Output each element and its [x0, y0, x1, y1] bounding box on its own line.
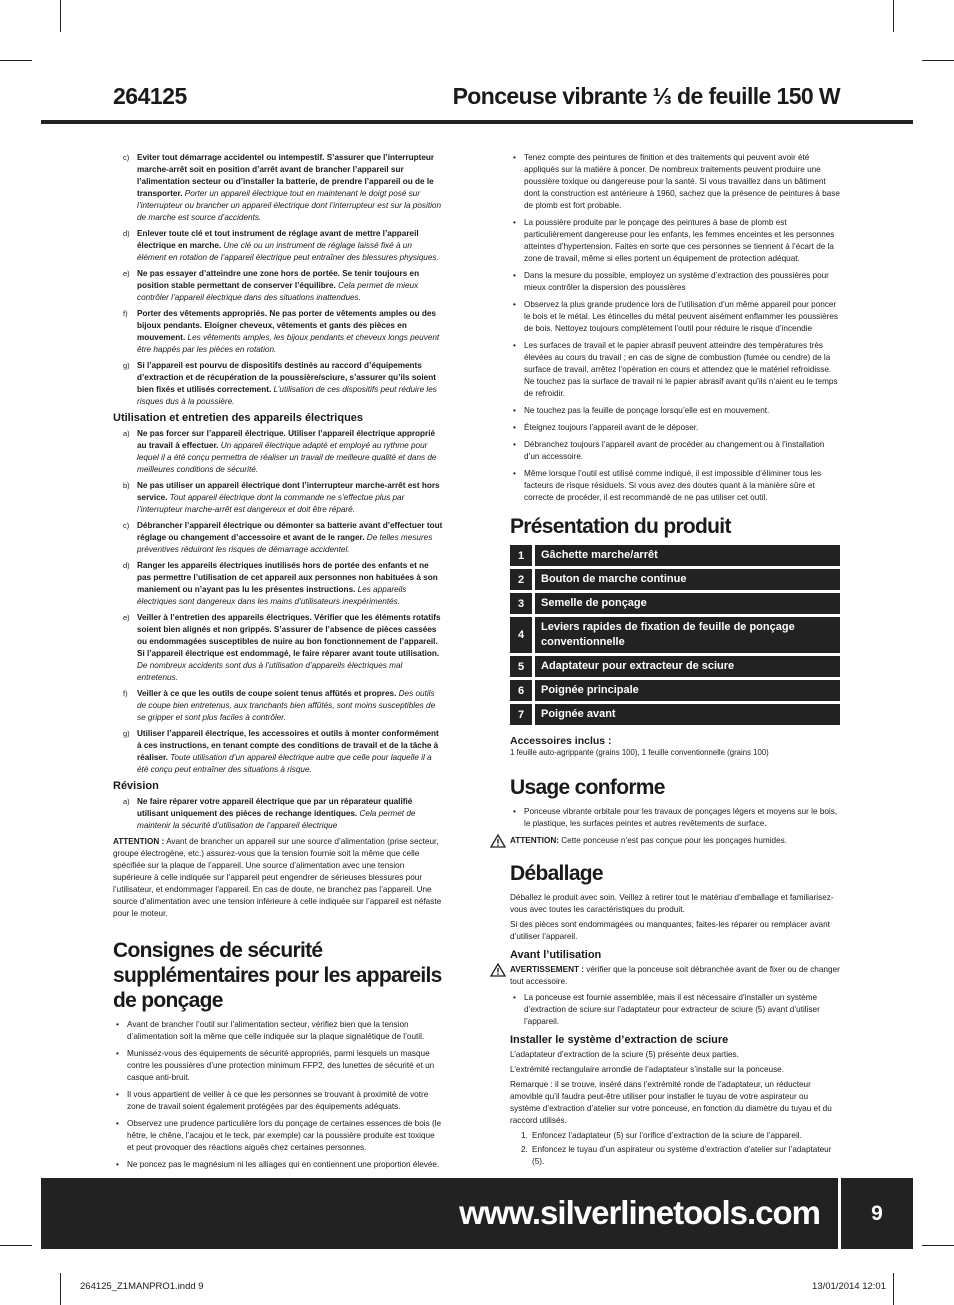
usage-attention-text: Cette ponceuse n’est pas conçue pour les ponçages humides.	[558, 836, 787, 845]
install-para-3: Remarque : il se trouve, inséré dans l’extrémité ronde de l’adaptateur, un réducteur amovible qu’il faudra peut-être utiliser pour installer le tuyau de votre aspirateur ou système d’extraction d’atelier sur votre ponceuse, en fonction du diamètre du tuyau et du raccord utilisés.	[510, 1080, 832, 1125]
deballage-para-1: Déballez le produit avec soin. Veillez à retirer tout le matériau d’emballage et familiarisez-vous avec toutes les caractéristiques du produit.	[510, 893, 834, 914]
page-number: 9	[838, 1178, 913, 1249]
install-steps	[510, 1130, 840, 1168]
bullet-dot: •	[513, 993, 516, 1002]
bullet-text: Munissez-vous des équipements de sécurité appropriés, parmi lesquels un masque contre les poussières d’une protection minimum FFP2, des lunettes de sécurité et un casque anti-bruit.	[127, 1049, 435, 1082]
heading-usage: Usage conforme	[510, 776, 665, 799]
usage-bullet	[510, 806, 840, 830]
page-title: Ponceuse vibrante ⅓ de feuille 150 W	[452, 83, 840, 109]
left-column	[113, 152, 443, 1176]
part-label: Bouton de marche continue	[535, 569, 840, 590]
website-url[interactable]: www.silverlinetools.com	[459, 1194, 820, 1231]
parts-row	[510, 569, 840, 590]
bullet-dot: •	[116, 1049, 119, 1058]
before-use-bullet-text: La ponceuse est fournie assemblée, mais il est nécessaire d’installer un système d’extraction de sciure sur l’adaptateur pour extracteur de sciure (5) avant d’utiliser l’appareil.	[524, 993, 820, 1026]
item-italic-text: Porter un appareil électrique tout en maintenant le doigt posé sur l’interrupteur ou brancher un appareil électrique dont l’interrupteur est sur la position de marche est source d’accidents.	[137, 189, 442, 222]
item-italic-text: Cela permet de mieux contrôler l’appareil électrique dans des situations inattendues.	[137, 281, 419, 302]
bullet-dot: •	[116, 1160, 119, 1169]
bullet-dot: •	[116, 1090, 119, 1099]
safety-item	[113, 480, 443, 516]
bullet-dot: •	[116, 1119, 119, 1128]
bullet-text: Débranchez toujours l’appareil avant de procéder au changement ou à l’installation d’un accessoire.	[524, 440, 825, 461]
safety-item	[113, 268, 443, 304]
item-bold-text: Ne pas forcer sur l’appareil électrique. Utiliser l’appareil électrique approprié au travail à effectuer.	[137, 429, 436, 450]
before-use-title: Avant l’utilisation	[510, 949, 602, 961]
bullet-dot: •	[513, 440, 516, 449]
use-items-list	[113, 428, 443, 776]
item-label: b)	[123, 481, 130, 490]
bullet-text: Tenez compte des peintures de finition et des traitements qui peuvent avoir été appliqués sur la matière à poncer. De nombreux traitements peuvent produire une poussière toxique ou dangereuse pour la santé. Si vous travaillez dans un bâtiment dont la construction est antérieure à 1960, sachez que la présence de peintures à base de plomb est fort probable.	[524, 153, 840, 210]
crop-mark	[60, 0, 61, 32]
warning-text: vérifier que la ponceuse soit débranchée avant de fixer ou de changer tout accessoire.	[510, 965, 840, 986]
safety-item	[113, 152, 443, 224]
safety-item	[113, 560, 443, 608]
parts-row	[510, 617, 840, 653]
item-label: d)	[123, 561, 130, 570]
subheading-use: Utilisation et entretien des appareils électriques	[113, 412, 364, 424]
part-label: Poignée avant	[535, 704, 840, 725]
bullet-dot: •	[513, 469, 516, 478]
footer-bar	[41, 1178, 913, 1249]
crop-mark	[0, 1245, 32, 1246]
heading-deballage: Déballage	[510, 862, 603, 885]
bullet-text: Les surfaces de travail et le papier abrasif peuvent atteindre des températures très élevées au cours du travail ; en cas de signe de combustion (fumée ou cendre) de la surface de travail, arrêtez l’opération en cours et attendez que le matériel refroidisse. Ne touchez pas la surface de travail ni le papier abrasif avant qu’ils n’aient eu le temps de refroidir.	[524, 341, 838, 398]
bullet-item	[510, 439, 840, 463]
item-bold-text: Ne faire réparer votre appareil électrique que par un réparateur qualifié utilisant uniquement des pièces de rechange identiques.	[137, 797, 413, 818]
item-label: d)	[123, 229, 130, 238]
crop-mark	[922, 1245, 954, 1246]
crop-mark	[922, 60, 954, 61]
item-bold-text: Débrancher l’appareil électrique ou démonter sa batterie avant d’effectuer tout réglage ou changement d’accessoire et avant de le ranger.	[137, 521, 443, 542]
part-number: 7	[510, 704, 532, 725]
item-bold-text: Veiller à l’entretien des appareils électriques. Vérifier que les éléments rotatifs soient bien alignés et non grippés. S’assurer de l’absence de pièces cassées ou endommagées susceptibles de nuire au bon fonctionnement de l’appareil. Si l’appareil électrique est endommagé, le faire réparer avant toute utilisation.	[137, 613, 441, 658]
item-label: g)	[123, 361, 130, 370]
step-number: 1.	[521, 1131, 528, 1140]
bullet-dot: •	[513, 807, 516, 816]
bullet-item	[510, 217, 840, 265]
parts-row	[510, 593, 840, 614]
item-label: c)	[123, 153, 130, 162]
parts-row	[510, 656, 840, 677]
right-column	[510, 152, 840, 1170]
safety-item	[113, 428, 443, 476]
crop-mark	[893, 1273, 894, 1305]
part-label: Semelle de ponçage	[535, 593, 840, 614]
bullet-item	[113, 1159, 443, 1171]
bullet-dot: •	[513, 300, 516, 309]
slug-date: 13/01/2014 12:01	[812, 1281, 886, 1292]
item-bold-text: Ranger les appareils électriques inutilisés hors de portée des enfants et ne pas permettre l’utilisation de cet appareil aux personnes non habituées à son maniement ou n’ayant pas lu les présentes instructions.	[137, 561, 438, 594]
item-italic-text: L’utilisation de ces dispositifs peut réduire les risques dus à la poussière.	[137, 385, 437, 406]
item-italic-text: Un appareil électrique adapté et employé au rythme pour lequel il a été conçu permettra de réaliser un travail de meilleure qualité et dans de meilleures conditions de sécurité.	[137, 441, 437, 474]
safety-item	[113, 520, 443, 556]
item-bold-text: Ne pas essayer d’atteindre une zone hors de portée. Se tenir toujours en position stable permettant de conserver l’équilibre.	[137, 269, 420, 290]
step-text: Enfoncez l’adaptateur (5) sur l’orifice d’extraction de la sciure de l’appareil.	[532, 1131, 802, 1140]
attention-paragraph	[113, 836, 443, 920]
bullet-dot: •	[513, 153, 516, 162]
bullet-text: Ne touchez pas la feuille de ponçage lorsqu’elle est en mouvement.	[524, 406, 770, 415]
item-bold-text: Utiliser l’appareil électrique, les accessoires et outils à monter conformément à ces instructions, en tenant compte des conditions de travail et de la tâche à réaliser.	[137, 729, 439, 762]
bullet-item	[510, 340, 840, 400]
part-label: Gâchette marche/arrêt	[535, 545, 840, 566]
parts-table	[510, 545, 840, 725]
bullet-item	[510, 468, 840, 504]
bullet-text: Même lorsque l’outil est utilisé comme indiqué, il est impossible d’éliminer tous les facteurs de risque résiduels. Si vous avez des doutes quant à la manière sûre et correcte de procéder, il est recommandé de ne pas utiliser cet outil.	[524, 469, 822, 502]
item-bold-text: Ne pas utiliser un appareil électrique dont l’interrupteur marche-arrêt est hors service.	[137, 481, 440, 502]
item-label: a)	[123, 797, 130, 806]
bullet-text: Observez une prudence particulière lors du ponçage de certaines essences de bois (le hêtre, le chêne, l’acajou et le teck, par exemple) car la poussière produite est toxique et peut provoquer des réactions aiguës chez certaines personnes.	[127, 1119, 442, 1152]
warning-triangle-icon	[490, 963, 506, 977]
bullet-text: Observez la plus grande prudence lors de l’utilisation d’un même appareil pour poncer le bois et le métal. Les étincelles du métal peuvent aisément enflammer les poussières de bois. Nettoyez toujours complètement l’outil pour réduire le risque d’incendie	[524, 300, 839, 333]
item-label: e)	[123, 269, 130, 278]
bullet-dot: •	[116, 1020, 119, 1029]
bullet-dot: •	[513, 218, 516, 227]
bullet-item	[510, 422, 840, 434]
item-italic-text: Toute utilisation d’un appareil électrique autre que celle pour laquelle il a été conçu peut entraîner des situations à risque.	[137, 753, 432, 774]
bullet-item	[113, 1089, 443, 1113]
attention-text: Avant de brancher un appareil sur une source d’alimentation (prise secteur, groupe électrogène, etc.) assurez-vous que la tension fournie soit la même que celle spécifiée sur la plaque de l’appareil. Une source d’alimentation avec une tension supérieure à celle indiquée sur l’appareil peut engendrer de sérieuses blessures pour l’utilisateur, et endommager l’appareil. En cas de doute, ne branchez pas l’appareil. Une source d’alimentation avec une tension inférieure à celle indiquée sur l’appareil est néfaste pour le moteur.	[113, 837, 442, 918]
subheading-revision: Révision	[113, 780, 159, 792]
item-italic-text: De nombreux accidents sont dus à l’utilisation d’appareils électriques mal entretenus.	[137, 661, 403, 682]
attention-label: ATTENTION :	[113, 837, 165, 846]
part-number: 3	[510, 593, 532, 614]
item-label: e)	[123, 613, 130, 622]
item-italic-text: Les appareils électriques sont dangereux dans les mains d’utilisateurs inexpérimentés.	[137, 585, 407, 606]
bullet-item	[510, 152, 840, 212]
part-number: 5	[510, 656, 532, 677]
bullet-item	[113, 1048, 443, 1084]
bullet-text: Avant de brancher l’outil sur l’alimentation secteur, vérifiez bien que la tension d’alimentation soit la même que celle indiquée sur la plaque signalétique de l’outil.	[127, 1020, 425, 1041]
bullet-item	[113, 1118, 443, 1154]
warning-label: AVERTISSEMENT :	[510, 965, 584, 974]
sanding-safety-bullets	[113, 1019, 443, 1171]
part-number: 6	[510, 680, 532, 701]
safety-item	[113, 308, 443, 356]
bullet-item	[510, 405, 840, 417]
bullet-text: Dans la mesure du possible, employez un système d’extraction des poussières pour mieux contrôler la dispersion des poussières	[524, 271, 829, 292]
install-title: Installer le système d’extraction de sciure	[510, 1034, 729, 1046]
item-italic-text: Tout appareil électrique dont la commande ne s’effectue plus par l’interrupteur marche-arrêt est dangereux et doit être réparé.	[137, 493, 405, 514]
item-italic-text: Des outils de coupe bien entretenus, aux tranchants bien affûtés, sont moins susceptibles de se gripper et sont plus faciles à contrôler.	[137, 689, 436, 722]
item-label: g)	[123, 729, 130, 738]
safety-item	[113, 612, 443, 684]
header-rule	[41, 120, 913, 124]
bullet-text: Ne poncez pas le magnésium ni les alliages qui en contiennent une proportion élevée.	[127, 1160, 440, 1169]
crop-mark	[60, 1273, 61, 1305]
heading-presentation: Présentation du produit	[510, 515, 731, 538]
part-number: 1	[510, 545, 532, 566]
item-bold-text: Veiller à ce que les outils de coupe soient tenus affûtés et propres.	[137, 689, 397, 698]
item-bold-text: Eviter tout démarrage accidentel ou intempestif. S’assurer que l’interrupteur marche-arrêt soit en position d’arrêt avant de brancher l’appareil sur l’alimentation secteur ou d’installer la batterie, de prendre l’appareil ou de le transporter.	[137, 153, 435, 198]
item-label: c)	[123, 521, 130, 530]
bullet-text: La poussière produite par le ponçage des peintures à base de plomb est particulièrement dangereuse pour les enfants, les femmes enceintes et les personnes atteintes d’hypertension. Faites en sorte que ces personnes se tiennent à l’écart de la zone de travail, même si elles portent un équipement de protection adéquat.	[524, 218, 835, 263]
item-bold-text: Enlever toute clé et tout instrument de réglage avant de mettre l’appareil électrique en marche.	[137, 229, 419, 250]
usage-bullet-text: Ponceuse vibrante orbitale pour les travaux de ponçages légers et moyens sur le bois, le plastique, les surfaces peintes et autres revêtements de surface.	[524, 807, 838, 828]
revision-items-list	[113, 796, 443, 832]
safety-item	[113, 728, 443, 776]
before-use-warning	[510, 964, 840, 988]
install-step	[510, 1144, 840, 1168]
part-label: Adaptateur pour extracteur de sciure	[535, 656, 840, 677]
step-text: Enfoncez le tuyau d’un aspirateur ou système d’extraction d’atelier sur l’adaptateur (5).	[532, 1145, 832, 1166]
bullet-dot: •	[513, 406, 516, 415]
parts-row	[510, 545, 840, 566]
before-use-bullet	[510, 992, 840, 1028]
item-bold-text: Si l’appareil est pourvu de dispositifs destinés au raccord d’équipements d’extraction et de récupération de la poussière/sciure, s’assurer qu’ils soient bien fixés et utilisés correctement.	[137, 361, 436, 394]
warning-triangle-icon	[490, 834, 506, 848]
install-para-2: L’extrémité rectangulaire arrondie de l’adaptateur s’installe sur la ponceuse.	[510, 1065, 784, 1074]
safety-items-list	[113, 152, 443, 408]
accessories-title: Accessoires inclus :	[510, 735, 612, 747]
step-number: 2.	[521, 1145, 528, 1154]
crop-mark	[893, 0, 894, 32]
part-label: Leviers rapides de fixation de feuille de ponçage conventionnelle	[535, 617, 840, 653]
bullet-text: Il vous appartient de veiller à ce que les personnes se trouvant à proximité de votre zone de travail soient également protégées par des équipements adéquats.	[127, 1090, 429, 1111]
install-step	[510, 1130, 840, 1142]
part-number: 2	[510, 569, 532, 590]
deballage-para-2: Si des pièces sont endommagées ou manquantes, faites-les réparer ou remplacer avant d’utiliser l’appareil.	[510, 920, 830, 941]
bullet-dot: •	[513, 423, 516, 432]
item-label: f)	[123, 309, 128, 318]
install-para-1: L’adaptateur d’extraction de la sciure (5) présente deux parties.	[510, 1050, 739, 1059]
parts-row	[510, 680, 840, 701]
item-bold-text: Porter des vêtements appropriés. Ne pas porter de vêtements amples ou des bijoux pendants. Eloigner cheveux, vêtements et gants des pièces en mouvement.	[137, 309, 436, 342]
accessories-text: 1 feuille auto-agrippante (grains 100), 1 feuille conventionnelle (grains 100)	[510, 748, 769, 757]
bullet-item	[510, 299, 840, 335]
parts-row	[510, 704, 840, 725]
model-number: 264125	[113, 83, 187, 109]
item-label: a)	[123, 429, 130, 438]
crop-mark	[0, 60, 32, 61]
heading-consignes: Consignes de sécurité supplémentaires pour les appareils de ponçage	[113, 939, 442, 1012]
safety-item	[113, 796, 443, 832]
extra-safety-bullets	[510, 152, 840, 504]
safety-item	[113, 688, 443, 724]
safety-item	[113, 228, 443, 264]
bullet-item	[510, 270, 840, 294]
item-italic-text: Une clé ou un instrument de réglage laissé fixé à un élément en rotation de l’appareil électrique peut entraîner des blessures physiques.	[137, 241, 439, 262]
bullet-text: Éteignez toujours l’appareil avant de le déposer.	[524, 423, 699, 432]
bullet-dot: •	[513, 341, 516, 350]
bullet-dot: •	[513, 271, 516, 280]
usage-attention	[510, 835, 840, 847]
usage-attention-label: ATTENTION:	[510, 836, 559, 845]
bullet-item	[113, 1019, 443, 1043]
slug-file: 264125_Z1MANPRO1.indd 9	[80, 1281, 204, 1292]
part-label: Poignée principale	[535, 680, 840, 701]
item-italic-text: De telles mesures préventives réduiront les risques de démarrage accidentel.	[137, 533, 433, 554]
item-italic-text: Cela permet de maintenir la sécurité d’utilisation de l’appareil électrique	[137, 809, 416, 830]
part-number: 4	[510, 617, 532, 653]
item-italic-text: Les vêtements amples, les bijoux pendants et cheveux longs peuvent être happés par les pièces en rotation.	[137, 333, 440, 354]
safety-item	[113, 360, 443, 408]
item-label: f)	[123, 689, 128, 698]
